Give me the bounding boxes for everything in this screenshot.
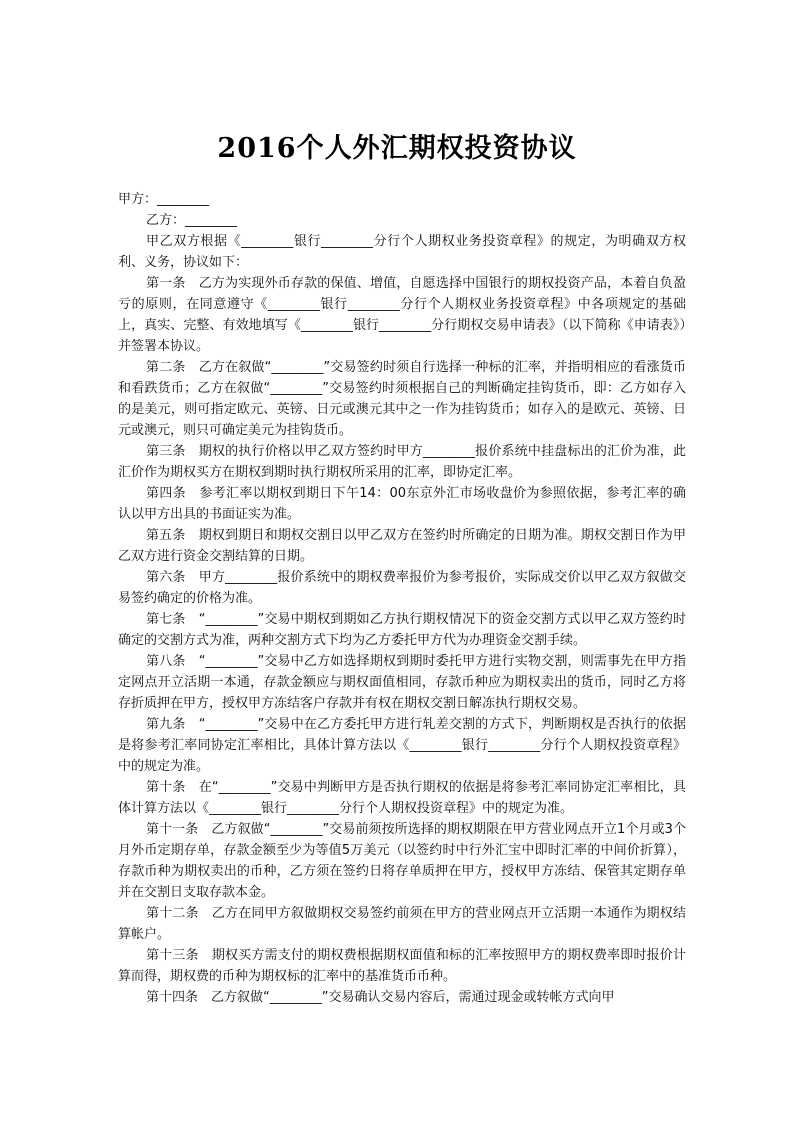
- party-b-line: 乙方：________: [146, 213, 238, 228]
- article-12: 第十二条 乙方在同甲方叙做期权交易签约前须在甲方的营业网点开立活期一本通作为期权结算帐户。: [118, 906, 686, 942]
- article-2: 第二条 乙方在叙做“________”交易签约时须自行选择一种标的汇率，并指明相应的看涨货币和看跌货币；乙方在叙做“________”交易签约时须根据自己的判断确定挂钩货币，即：乙方如存入的是美元，则可指定欧元、英镑、日元或澳元其中之一作为挂钩货币；如存入的是欧元、英镑、日元或澳元，则只可确定美元为挂钩货币。: [118, 360, 686, 438]
- document-title: 2016个人外汇期权投资协议: [217, 133, 577, 164]
- article-10: 第十条 在“________”交易中判断甲方是否执行期权的依据是将参考汇率同协定汇率相比，具体计算方法以《________银行________分行个人期权投资章程》中的规定为准。: [118, 780, 686, 816]
- article-5: 第五条 期权到期日和期权交割日以甲乙双方在签约时所确定的日期为准。期权交割日作为甲乙双方进行资金交割结算的日期。: [118, 528, 686, 564]
- article-6: 第六条 甲方________报价系统中的期权费率报价为参考报价，实际成交价以甲乙双方叙做交易签约确定的价格为准。: [118, 570, 686, 606]
- article-14: 第十四条 乙方叙做“________”交易确认交易内容后，需通过现金或转帐方式向甲: [146, 990, 615, 1005]
- article-3: 第三条 期权的执行价格以甲乙双方签约时甲方________报价系统中挂盘标出的汇价为准，此汇价作为期权买方在期权到期时执行期权所采用的汇率，即协定汇率。: [118, 444, 686, 480]
- article-7: 第七条 “________”交易中期权到期如乙方执行期权情况下的资金交割方式以甲乙双方签约时确定的交割方式为准，两种交割方式下均为乙方委托甲方代为办理资金交割手续。: [118, 612, 686, 648]
- party-a-line: 甲方：________: [118, 192, 210, 207]
- article-9: 第九条 “________”交易中在乙方委托甲方进行轧差交割的方式下，判断期权是否执行的依据是将参考汇率同协定汇率相比，具体计算方法以《________银行________分行个人期权投资章程》中的规定为准。: [118, 717, 686, 774]
- article-11: 第十一条 乙方叙做“________”交易前须按所选择的期权期限在甲方营业网点开立1个月或3个月外币定期存单，存款金额至少为等值5万美元（以签约时中行外汇宝中即时汇率的中间价折算），存款币种为期权卖出的币种，乙方须在签约日将存单质押在甲方，授权甲方冻结、保管其定期存单并在交割日支取存款本金。: [118, 822, 686, 900]
- article-4: 第四条 参考汇率以期权到期日下午14：00东京外汇市场收盘价为参照依据，参考汇率的确认以甲方出具的书面证实为准。: [118, 486, 686, 522]
- article-1: 第一条 乙方为实现外币存款的保值、增值，自愿选择中国银行的期权投资产品，本着自负盈亏的原则，在同意遵守《________银行________分行个人期权业务投资章程》中各项规定的基础上，真实、完整、有效地填写《________银行________分行期权交易申请表》（以下简称《申请表》）并签署本协议。: [118, 276, 686, 354]
- article-8: 第八条 “________”交易中乙方如选择期权到期时委托甲方进行实物交割，则需事先在甲方指定网点开立活期一本通，存款金额应与期权面值相同，存款币种应为期权卖出的货币，同时乙方将存折质押在甲方，授权甲方冻结客户存款并有权在期权交割日解冻执行期权交易。: [118, 654, 686, 711]
- intro-paragraph: 甲乙双方根据《________银行________分行个人期权业务投资章程》的规定，为明确双方权利、义务，协议如下：: [118, 234, 686, 270]
- article-13: 第十三条 期权买方需支付的期权费根据期权面值和标的汇率按照甲方的期权费率即时报价计算而得，期权费的币种为期权标的汇率中的基准货币币种。: [118, 948, 686, 984]
- document-body: [118, 189, 686, 1008]
